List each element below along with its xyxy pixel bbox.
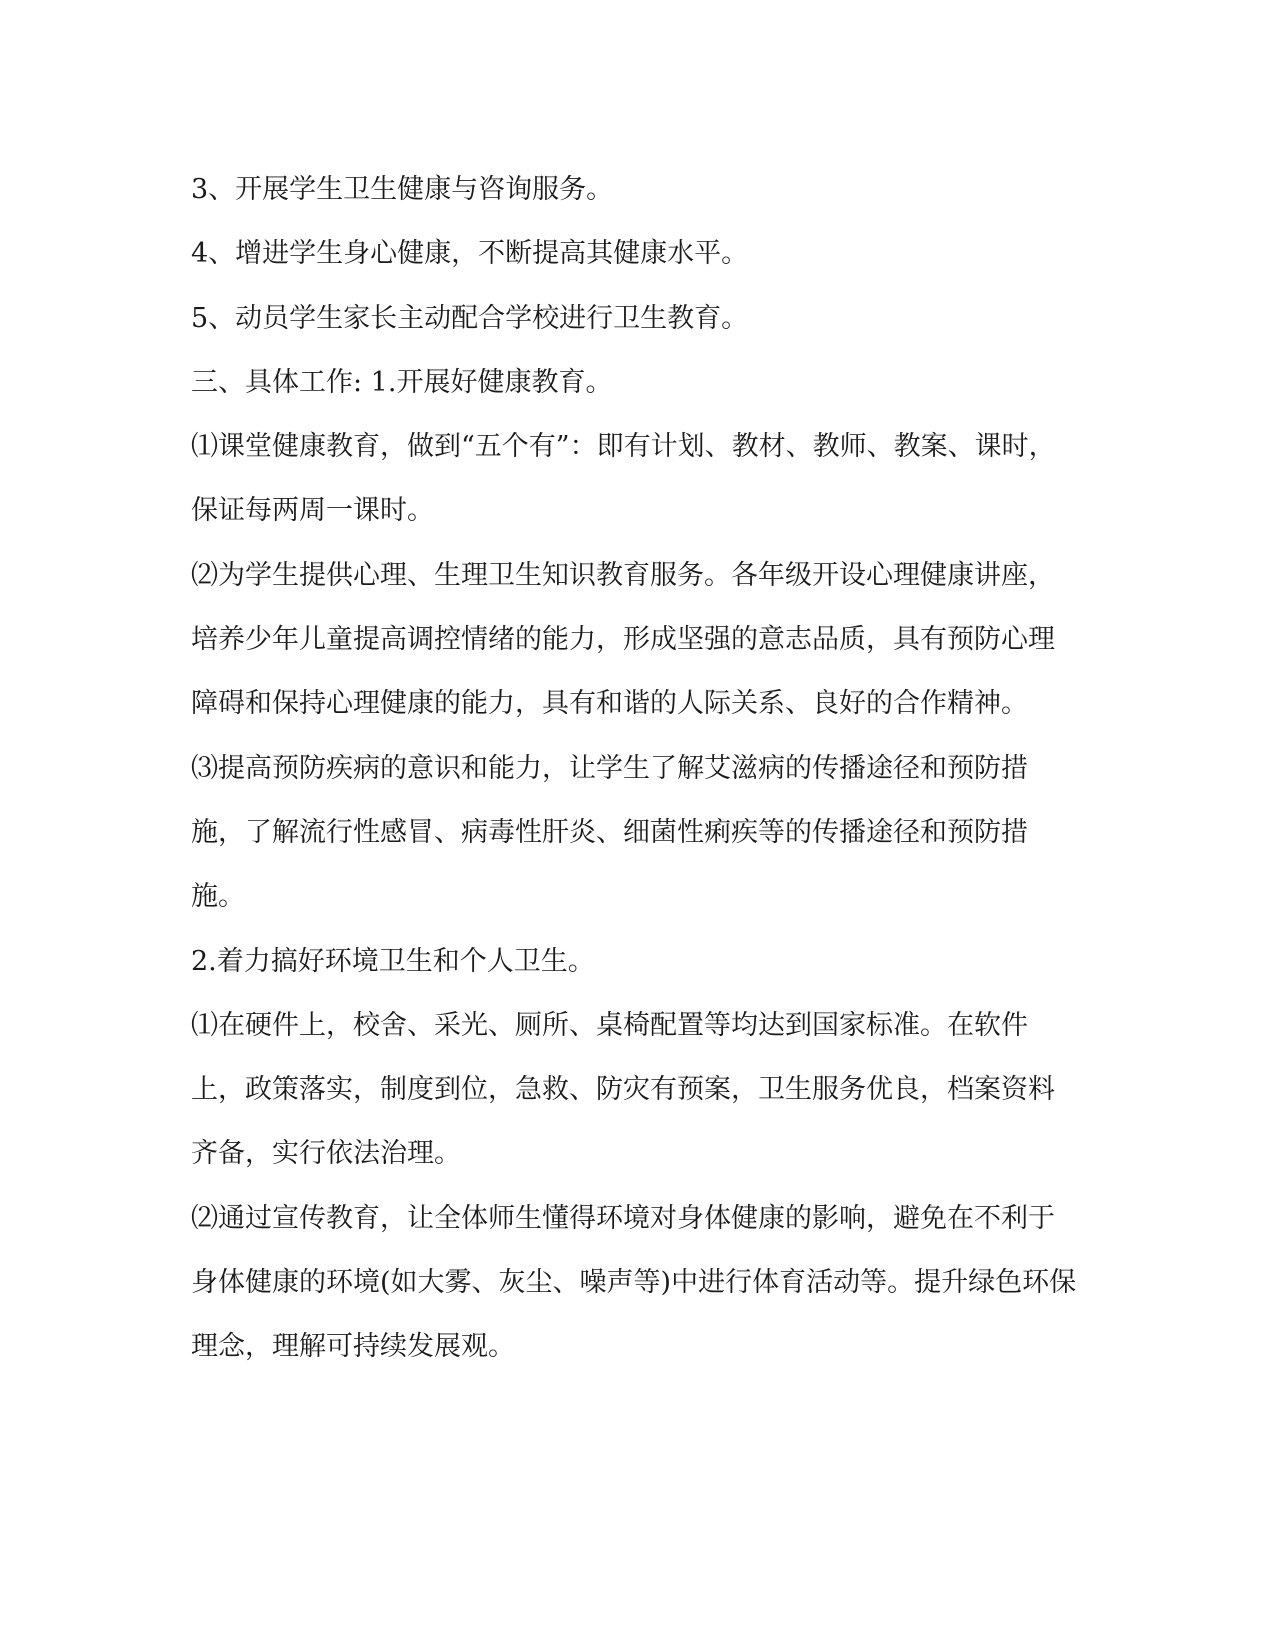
- document-body: [191, 158, 1081, 1380]
- paragraph-item-2-1: ⑴在硬件上，校舍、采光、厕所、桌椅配置等均达到国家标准。在软件上，政策落实，制度到位，急救、防灾有预案，卫生服务优良，档案资料齐备，实行依法治理。: [191, 1009, 1055, 1170]
- section-heading-specific-work: 三、具体工作: 1.开展好健康教育。: [191, 366, 613, 398]
- paragraph-item-1-3: ⑶提高预防疾病的意识和能力，让学生了解艾滋病的传播途径和预防措施，了解流行性感冒、病毒性肝炎、细菌性痢疾等的传播途径和预防措施。: [191, 752, 1028, 913]
- paragraph-item-2-2: ⑵通过宣传教育，让全体师生懂得环境对身体健康的影响，避免在不利于身体健康的环境(如大雾、灰尘、噪声等)中进行体育活动等。提升绿色环保理念，理解可持续发展观。: [191, 1202, 1077, 1363]
- paragraph-goal-4: 4、增进学生身心健康，不断提高其健康水平。: [191, 238, 749, 270]
- paragraph-item-1-2: ⑵为学生提供心理、生理卫生知识教育服务。各年级开设心理健康讲座，培养少年儿童提高调控情绪的能力，形成坚强的意志品质，具有预防心理障碍和保持心理健康的能力，具有和谐的人际关系、良好的合作精神。: [191, 559, 1055, 720]
- paragraph-item-1-1: ⑴课堂健康教育，做到“五个有”：即有计划、教材、教师、教案、课时，保证每两周一课时。: [191, 431, 1056, 527]
- subheading-environment-hygiene: 2.着力搞好环境卫生和个人卫生。: [191, 945, 595, 977]
- paragraph-goal-3: 3、开展学生卫生健康与咨询服务。: [191, 174, 614, 205]
- paragraph-goal-5: 5、动员学生家长主动配合学校进行卫生教育。: [191, 302, 749, 334]
